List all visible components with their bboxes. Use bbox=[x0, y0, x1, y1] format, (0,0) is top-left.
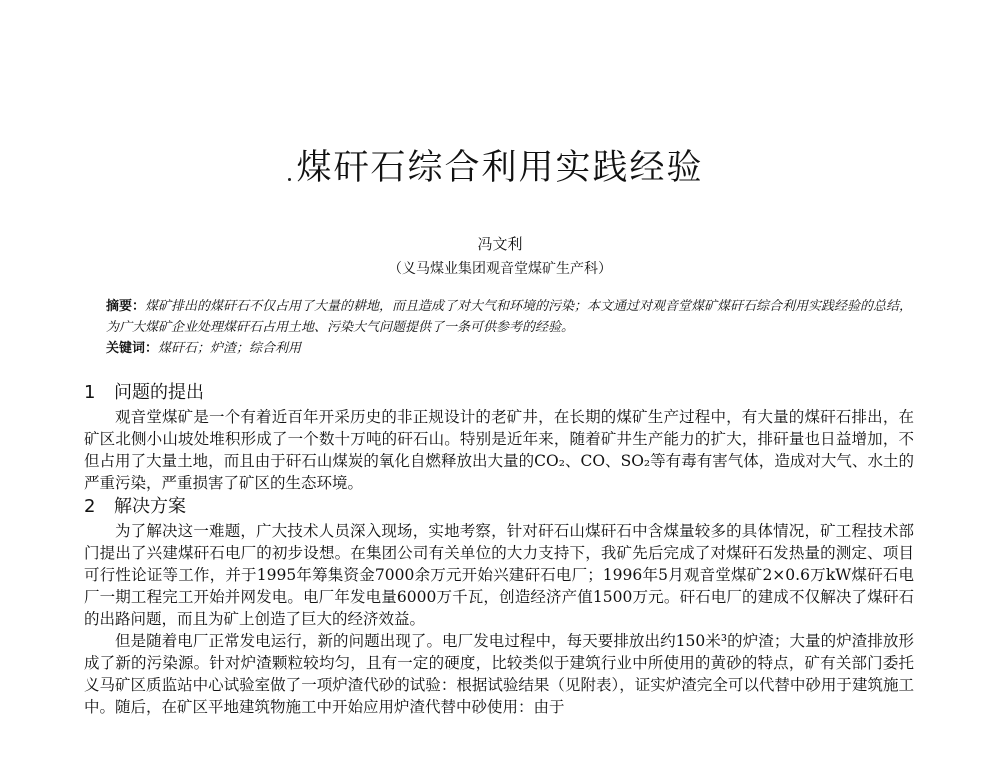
paragraph: 但是随着电厂正常发电运行，新的问题出现了。电厂发电过程中，每天要排放出约150米³的炉渣；大量的炉渣排放形成了新的污染源。针对炉渣颗粒较均匀，且有一定的硬度，比较类似于建筑行业中所使用的黄砂的特点，矿有关部门委托义马矿区质监站中心试验室做了一项炉渣代砂的试验：根据试验结果（见附表），证实炉渣完全可以代替中砂用于建筑施工中。随后，在矿区平地建筑物施工中开始应用炉渣代替中砂使用：由于 bbox=[84, 632, 914, 716]
keywords-text: 煤矸石；炉渣；综合利用 bbox=[158, 341, 302, 356]
section-heading bbox=[84, 494, 914, 520]
section-title: 问题的提出 bbox=[114, 382, 204, 403]
paragraph: 观音堂煤矿是一个有着近百年开采历史的非正规设计的老矿井，在长期的煤矿生产过程中，有大量的煤矸石排出，在矿区北侧小山坡处堆积形成了一个数十万吨的矸石山。特别是近年来，随着矿井生产能力的扩大，排矸量也日益增加，不但占用了大量土地，而且由于矸石山煤炭的氧化自燃释放出大量的CO₂、CO、SO₂等有毒有害气体，造成对大气、水土的严重污染，严重损害了矿区的生态环境。 bbox=[84, 408, 914, 492]
paragraph: 为了解决这一难题，广大技术人员深入现场，实地考察，针对矸石山煤矸石中含煤量较多的具体情况，矿工程技术部门提出了兴建煤矸石电厂的初步设想。在集团公司有关单位的大力支持下，我矿先后完成了对煤矸石发热量的测定、项目可行性论证等工作，并于1995年筹集资金7000余万元开始兴建矸石电厂；1996年5月观音堂煤矿2×0.6万kW煤矸石电厂一期工程完工开始并网发电。电厂年发电量6000万千瓦，创造经济产值1500万元。矸石电厂的建成不仅解决了煤矸石的出路问题，而且为矿上创造了巨大的经济效益。 bbox=[84, 522, 914, 628]
paper-body bbox=[84, 380, 914, 718]
author-name: 冯文利 bbox=[477, 235, 523, 253]
abstract-label: 摘要： bbox=[106, 299, 146, 314]
abstract-text: 煤矿排出的煤矸石不仅占用了大量的耕地，而且造成了对大气和环境的污染；本文通过对观音堂煤矿煤矸石综合利用实践经验的总结，为广大煤矿企业处理煤矸石占用土地、污染大气问题提供了一条可供参考的经验。 bbox=[106, 299, 913, 335]
abstract bbox=[106, 296, 916, 338]
author-affiliation: （义马煤业集团观音堂煤矿生产科） bbox=[388, 261, 612, 277]
section-number: 2 bbox=[84, 496, 96, 517]
section-number: 1 bbox=[84, 382, 96, 403]
abstract-block bbox=[106, 296, 916, 359]
section-title: 解决方案 bbox=[114, 496, 186, 517]
keywords bbox=[106, 338, 916, 359]
section-heading bbox=[84, 380, 914, 406]
keywords-label: 关键词： bbox=[106, 341, 159, 356]
paper-title: 煤矸石综合利用实践经验 bbox=[296, 148, 704, 188]
